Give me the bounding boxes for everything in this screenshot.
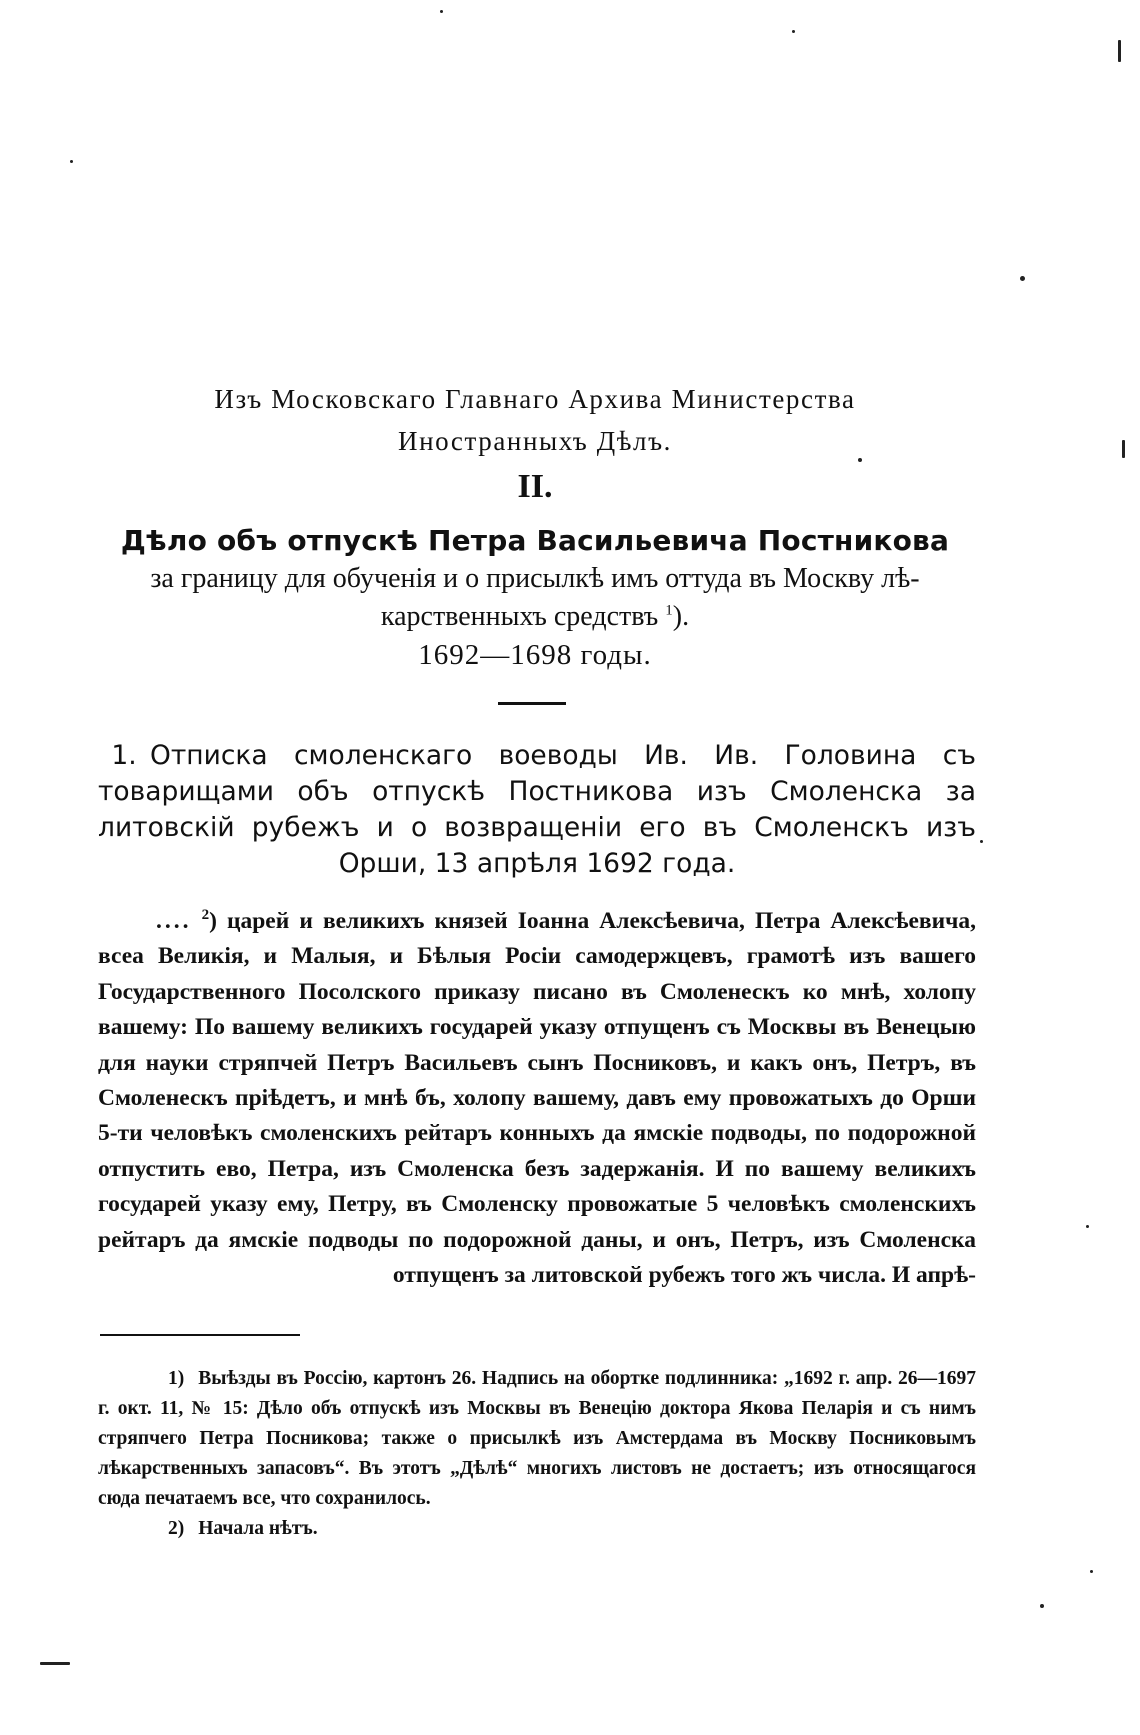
case-title-line-1: Дѣло объ отпускѣ Петра Васильевича Постникова: [120, 524, 950, 557]
scan-speck: [40, 1662, 70, 1665]
scan-speck: [1118, 40, 1121, 62]
scan-speck: [1040, 1604, 1044, 1608]
scan-speck: [1122, 440, 1125, 458]
document-heading-text: Отписка смоленскаго воеводы Ив. Ив. Головина съ товарищами объ отпускѣ Постникова изъ Смоленска за литовскій рубежъ и о возвращеніи его въ Смоленскъ изъ Орши, 13 апрѣля 1692 года.: [98, 740, 976, 879]
footnote-marker-2: 2: [201, 907, 210, 924]
footnote-2: [98, 1514, 976, 1544]
scan-speck: [1090, 1570, 1093, 1573]
scan-speck: [1020, 276, 1025, 281]
scan-speck: [70, 160, 73, 163]
case-title-line-3: [98, 598, 972, 636]
footnote-2-text: Начала нѣтъ.: [198, 1518, 318, 1539]
footnote-2-number: 2): [168, 1518, 185, 1539]
document-number: 1.: [111, 740, 137, 771]
case-years: 1692—1698 годы.: [418, 639, 652, 671]
body-text: [98, 904, 976, 1293]
case-title-line-3-end: ).: [672, 601, 690, 632]
document-heading: [98, 738, 976, 882]
title-divider: [498, 702, 566, 705]
archive-heading-line-2: Иностранныхъ Дѣлъ.: [397, 426, 672, 456]
footnote-divider: [100, 1334, 300, 1336]
footnote-1-text: Выѣзды въ Россію, картонъ 26. Надпись на обортке подлинника: „1692 г. апр. 26—1697 г. окт. 11, № 15: Дѣло объ отпускѣ изъ Москвы въ Венецію доктора Якова Пеларія и съ нимъ стряпчего Петра Посникова; также о присылкѣ изъ Амстердама въ Москву Посниковымъ лѣкарственныхъ запасовъ“. Въ этотъ „Дѣлѣ“ многихъ листовъ не достаетъ; изъ относящагося сюда печатаемъ все, что сохранилось.: [98, 1368, 976, 1509]
scan-speck: [980, 840, 983, 843]
footnote-marker-1: 1: [665, 602, 673, 619]
scan-speck: [1086, 1225, 1089, 1228]
section-number: II.: [517, 468, 553, 505]
archive-heading-line-1: Изъ Московскаго Главнаго Архива Министерства: [214, 384, 856, 414]
footnotes: [98, 1364, 976, 1544]
archive-heading: [100, 378, 970, 462]
footnote-1: [98, 1364, 976, 1514]
scan-speck: [440, 10, 443, 13]
body-paragraph: ) царей и великихъ князей Іоанна Алексѣевича, Петра Алексѣевича, всеа Великія, и Малыя, и Бѣлыя Росіи самодержцевъ, грамотѣ изъ вашего Государственного Посолского приказу писано въ Смоленескъ ко мнѣ, холопу вашему: По вашему великихъ государей указу отпущенъ съ Москвы въ Венецыю для науки стряпчей Петръ Васильевъ сынъ Посниковъ, и какъ онъ, Петръ, въ Смоленескъ пріѣдетъ, и мнѣ бъ, холопу вашему, давъ ему провожатыхъ до Орши 5-ти человѣкъ смоленскихъ рейтаръ конныхъ да ямскіе подводы, по подорожной отпустить ево, Петра, изъ Смоленска безъ задержанія. И по вашему великихъ государей указу ему, Петру, въ Смоленску провожатые 5 человѣкъ смоленскихъ рейтаръ да ямскіе подводы по подорожной даны, и онъ, Петръ, изъ Смоленска отпущенъ за литовской рубежъ того жъ числа. И апрѣ-: [98, 908, 976, 1289]
scan-speck: [858, 458, 862, 462]
footnote-1-number: 1): [168, 1368, 185, 1389]
case-title-line-2: за границу для обученія и о присылкѣ имъ оттуда въ Москву лѣ-: [150, 563, 920, 594]
body-ellipsis: ....: [156, 908, 192, 934]
case-title-line-3-text: карственныхъ средствъ: [380, 601, 659, 632]
case-title: [98, 522, 972, 674]
scan-speck: [792, 30, 795, 33]
